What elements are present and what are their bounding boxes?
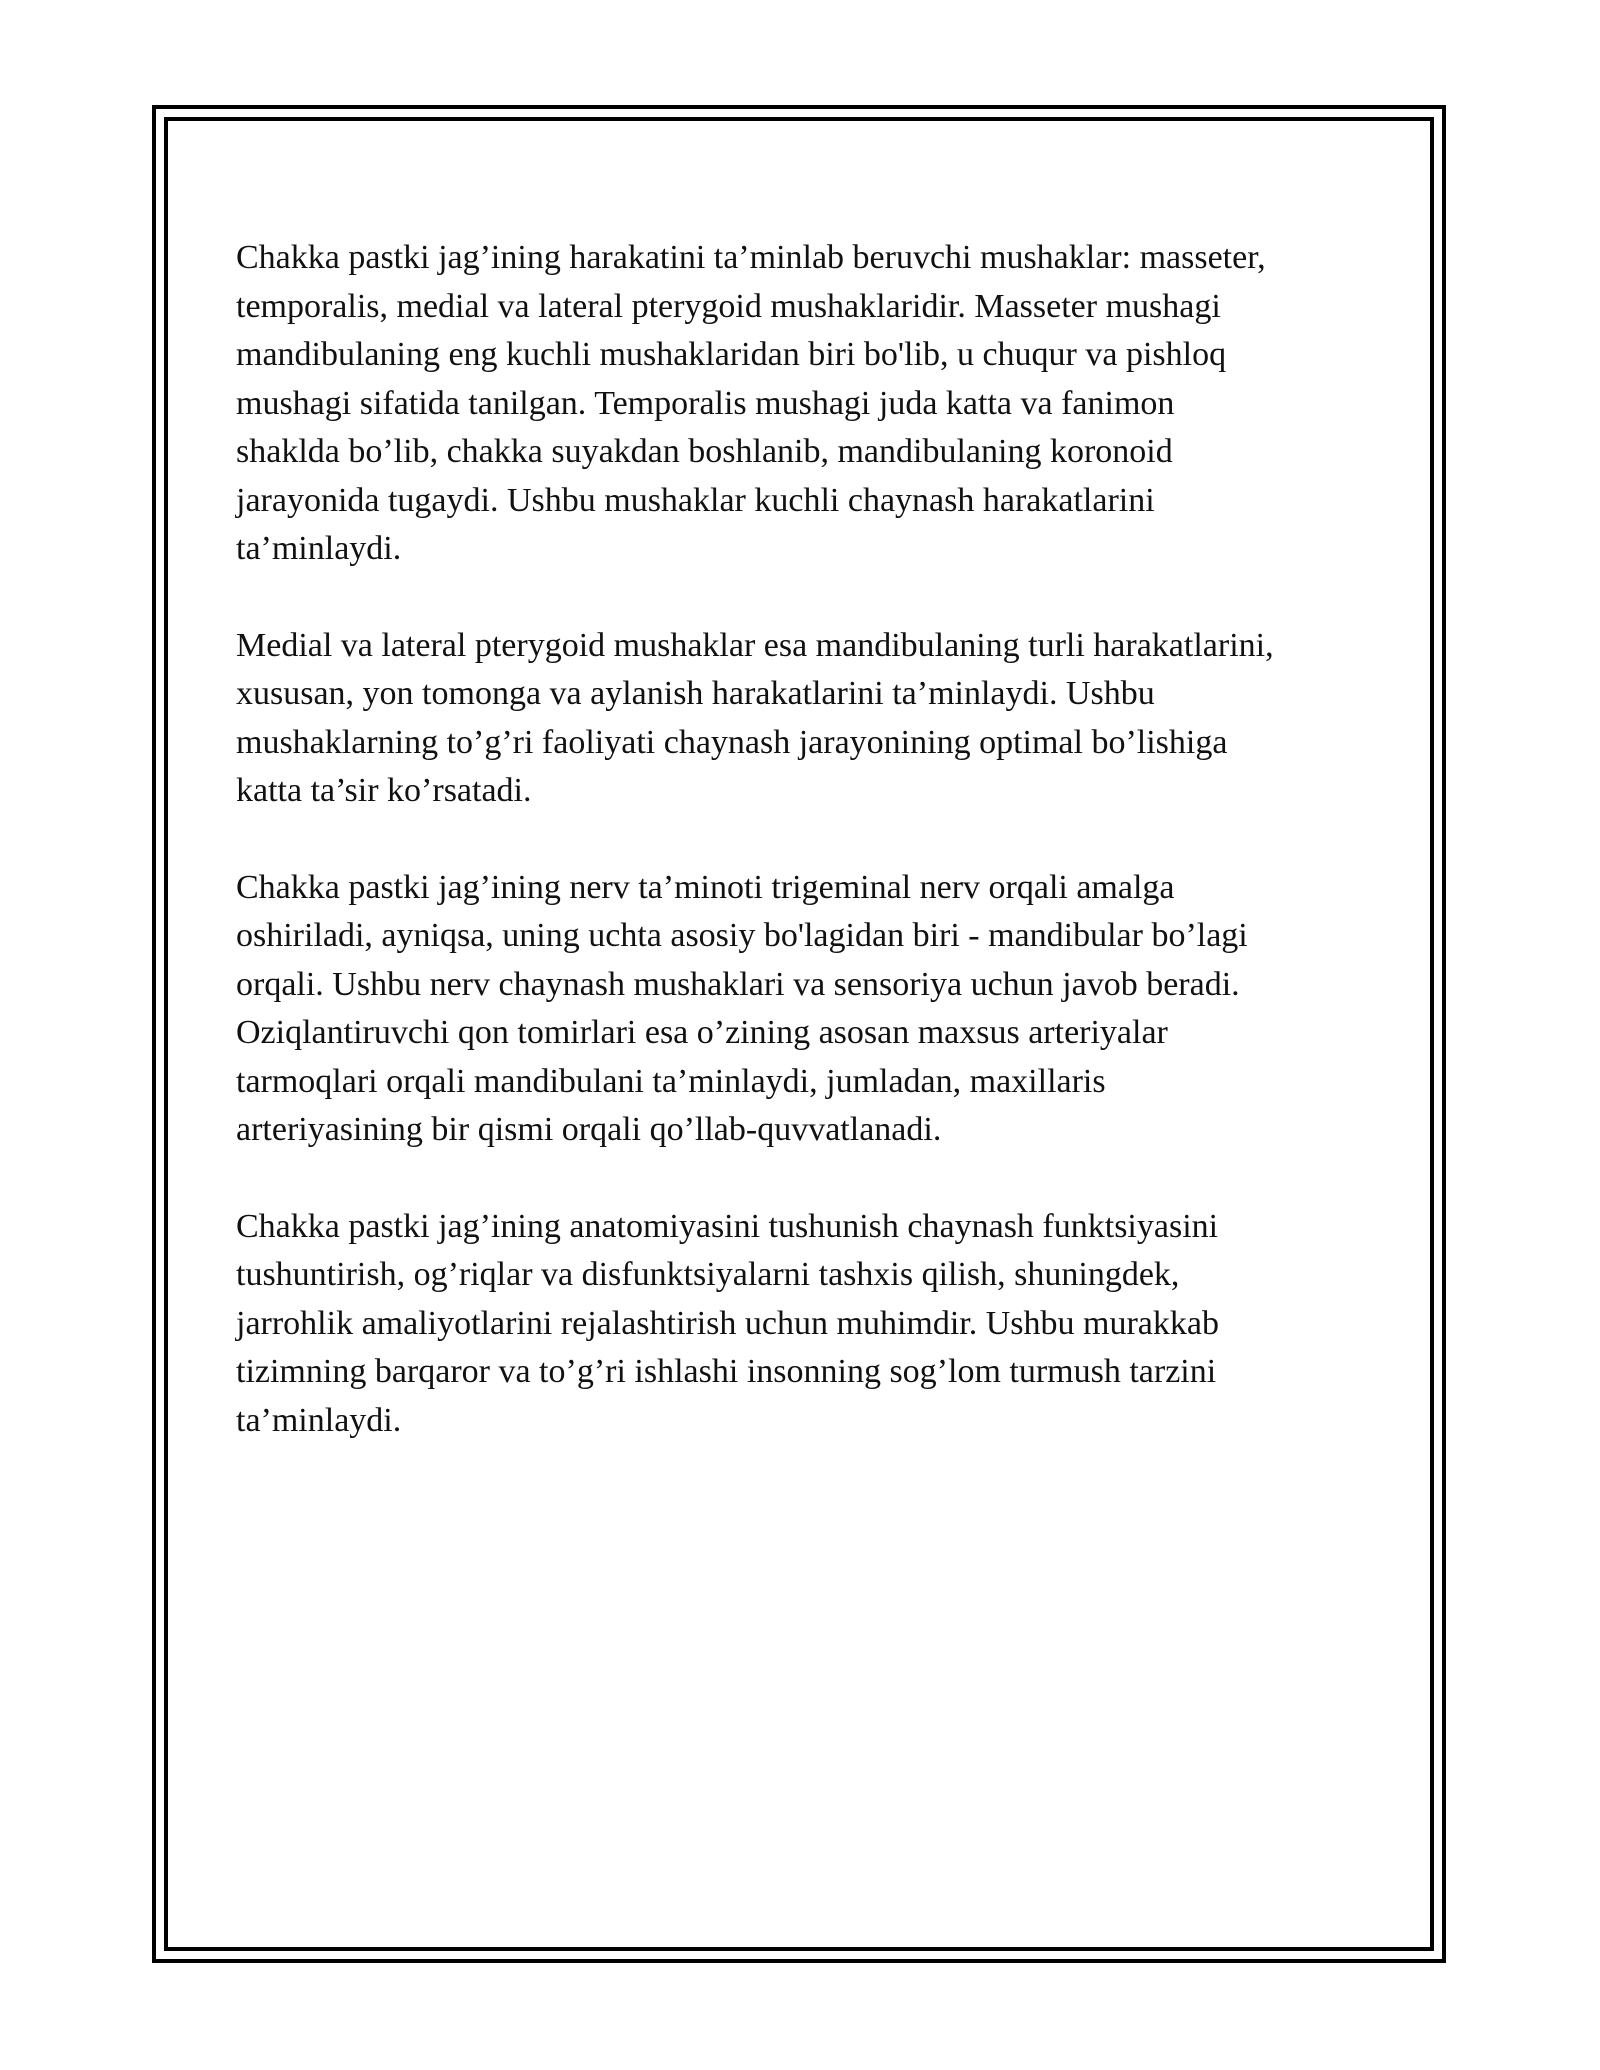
paragraph-2	[236, 622, 1366, 816]
text-line: Medial va lateral pterygoid mushaklar esa mandibulaning turli harakatlarini,	[236, 626, 1274, 664]
text-line: shaklda bo’lib, chakka suyakdan boshlanib, mandibulaning koronoid	[236, 433, 1173, 470]
text-line: oshiriladi, ayniqsa, uning uchta asosiy bo'lagidan biri - mandibular bo’lagi	[236, 917, 1248, 954]
paragraph-4	[236, 1203, 1366, 1446]
text-line: tizimning barqaror va to’g’ri ishlashi insonning sog’lom turmush tarzini	[236, 1353, 1217, 1390]
text-line: tarmoqlari orqali mandibulani ta’minlaydi, jumladan, maxillaris	[236, 1062, 1106, 1100]
text-line: Chakka pastki jag’ining harakatini ta’minlab beruvchi mushaklar: masseter,	[236, 239, 1266, 276]
text-line: ta’minlaydi.	[236, 530, 402, 567]
text-line: Chakka pastki jag’ining anatomiyasini tushunish chaynash funktsiyasini	[236, 1207, 1219, 1245]
text-line: tushuntirish, og’riqlar va disfunktsiyalarni tashxis qilish, shuningdek,	[236, 1256, 1180, 1293]
document-body	[236, 234, 1366, 1493]
text-line: orqali. Ushbu nerv chaynash mushaklari va sensoriya uchun javob beradi.	[236, 965, 1240, 1003]
text-line: mushaklarning to’g’ri faoliyati chaynash jarayonining optimal bo’lishiga	[236, 723, 1228, 761]
text-line: arteriyasining bir qismi orqali qo’llab-quvvatlanadi.	[236, 1111, 942, 1148]
text-line: mandibulaning eng kuchli mushaklaridan biri bo'lib, u chuqur va pishloq	[236, 336, 1227, 373]
text-line: xususan, yon tomonga va aylanish harakatlarini ta’minlaydi. Ushbu	[236, 675, 1155, 712]
text-line: ta’minlaydi.	[236, 1401, 402, 1439]
paragraph-1	[236, 234, 1366, 574]
text-line: mushagi sifatida tanilgan. Temporalis mushagi juda katta va fanimon	[236, 384, 1175, 422]
text-line: Oziqlantiruvchi qon tomirlari esa o’zining asosan maxsus arteriyalar	[236, 1014, 1168, 1051]
text-line: katta ta’sir ko’rsatadi.	[236, 772, 532, 809]
text-line: jarrohlik amaliyotlarini rejalashtirish uchun muhimdir. Ushbu murakkab	[236, 1304, 1219, 1342]
text-line: Chakka pastki jag’ining nerv ta’minoti trigeminal nerv orqali amalga	[236, 868, 1175, 906]
text-line: jarayonida tugaydi. Ushbu mushaklar kuchli chaynash harakatlarini	[236, 481, 1155, 519]
text-line: temporalis, medial va lateral pterygoid mushaklaridir. Masseter mushagi	[236, 287, 1221, 325]
paragraph-3	[236, 864, 1366, 1155]
